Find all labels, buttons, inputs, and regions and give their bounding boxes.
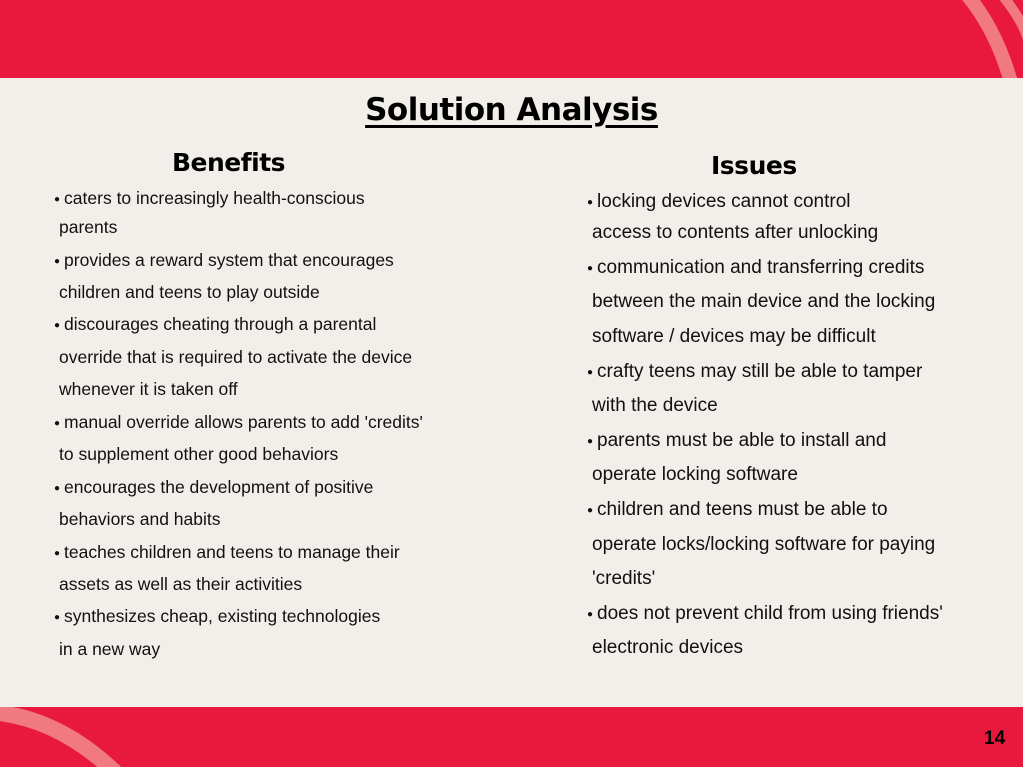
bullet-dot-icon: ●	[54, 548, 61, 559]
bullet-item	[587, 191, 851, 213]
line-text: operate locks/locking software for paying	[592, 534, 936, 555]
bullet-item	[587, 430, 886, 452]
bullet-continuation	[59, 282, 320, 303]
line-text: synthesizes cheap, existing technologies	[64, 606, 381, 626]
bullet-continuation	[592, 637, 743, 659]
page-number: 14	[984, 728, 1006, 749]
bullet-continuation	[592, 326, 876, 348]
bullet-dot-icon: ●	[587, 367, 594, 378]
line-text: children and teens to play outside	[59, 282, 320, 302]
line-text: operate locking software	[592, 464, 798, 485]
bullet-item	[587, 499, 888, 521]
top-banner	[0, 0, 1023, 78]
line-text: manual override allows parents to add 'credits'	[64, 412, 423, 432]
bullet-continuation	[59, 379, 238, 400]
bullet-item	[54, 250, 394, 271]
bullet-continuation	[59, 639, 160, 660]
line-text: teaches children and teens to manage their	[64, 542, 400, 562]
bottom-banner	[0, 707, 1023, 767]
decorative-swoosh	[903, 0, 1023, 78]
bullet-dot-icon: ●	[587, 609, 594, 620]
bullet-continuation	[59, 347, 412, 368]
bullet-item	[54, 477, 373, 498]
line-text: children and teens must be able to	[597, 499, 888, 520]
line-text: with the device	[592, 395, 718, 416]
line-text: between the main device and the locking	[592, 291, 936, 312]
bullet-dot-icon: ●	[587, 505, 594, 516]
line-text: assets as well as their activities	[59, 574, 303, 594]
bullet-continuation	[592, 568, 655, 590]
bullet-item	[587, 257, 924, 279]
bullet-continuation	[59, 444, 338, 465]
bullet-dot-icon: ●	[54, 483, 61, 494]
bullet-continuation	[59, 509, 221, 530]
bullet-dot-icon: ●	[587, 197, 594, 208]
bullet-continuation	[59, 574, 302, 595]
bullet-dot-icon: ●	[54, 320, 61, 331]
bullet-dot-icon: ●	[587, 263, 594, 274]
bullet-dot-icon: ●	[54, 194, 61, 205]
line-text: communication and transferring credits	[597, 257, 925, 278]
issues-heading: Issues	[711, 151, 797, 180]
line-text: crafty teens may still be able to tamper	[597, 361, 923, 382]
line-text: behaviors and habits	[59, 509, 221, 529]
line-text: does not prevent child from using friends'	[597, 603, 943, 624]
decorative-swoosh	[0, 707, 200, 767]
bullet-item	[54, 542, 400, 563]
line-text: provides a reward system that encourages	[64, 250, 394, 270]
bullet-continuation	[592, 395, 718, 417]
bullet-continuation	[592, 291, 935, 313]
bullet-continuation	[592, 222, 878, 244]
bullet-item	[54, 412, 423, 433]
line-text: electronic devices	[592, 637, 744, 658]
line-text: locking devices cannot control	[597, 191, 851, 212]
line-text: access to contents after unlocking	[592, 222, 879, 243]
bullet-continuation	[592, 464, 798, 486]
line-text: override that is required to activate the device	[59, 347, 413, 367]
line-text: encourages the development of positive	[64, 477, 374, 497]
bullet-dot-icon: ●	[54, 256, 61, 267]
line-text: discourages cheating through a parental	[64, 314, 377, 334]
bullet-dot-icon: ●	[587, 436, 594, 447]
bullet-continuation	[59, 217, 117, 238]
bullet-item	[54, 314, 376, 335]
line-text: caters to increasingly health-conscious	[64, 188, 365, 208]
benefits-heading: Benefits	[172, 148, 286, 177]
line-text: parents	[59, 217, 118, 237]
line-text: software / devices may be difficult	[592, 326, 876, 347]
line-text: to supplement other good behaviors	[59, 444, 339, 464]
line-text: 'credits'	[592, 568, 656, 589]
bullet-item	[54, 188, 365, 209]
bullet-item	[54, 606, 380, 627]
line-text: whenever it is taken off	[59, 379, 238, 399]
bullet-dot-icon: ●	[54, 612, 61, 623]
bullet-item	[587, 361, 922, 383]
bullet-item	[587, 603, 943, 625]
slide-title: Solution Analysis	[365, 92, 658, 128]
line-text: parents must be able to install and	[597, 430, 887, 451]
bullet-dot-icon: ●	[54, 418, 61, 429]
bullet-continuation	[592, 534, 935, 556]
line-text: in a new way	[59, 639, 161, 659]
